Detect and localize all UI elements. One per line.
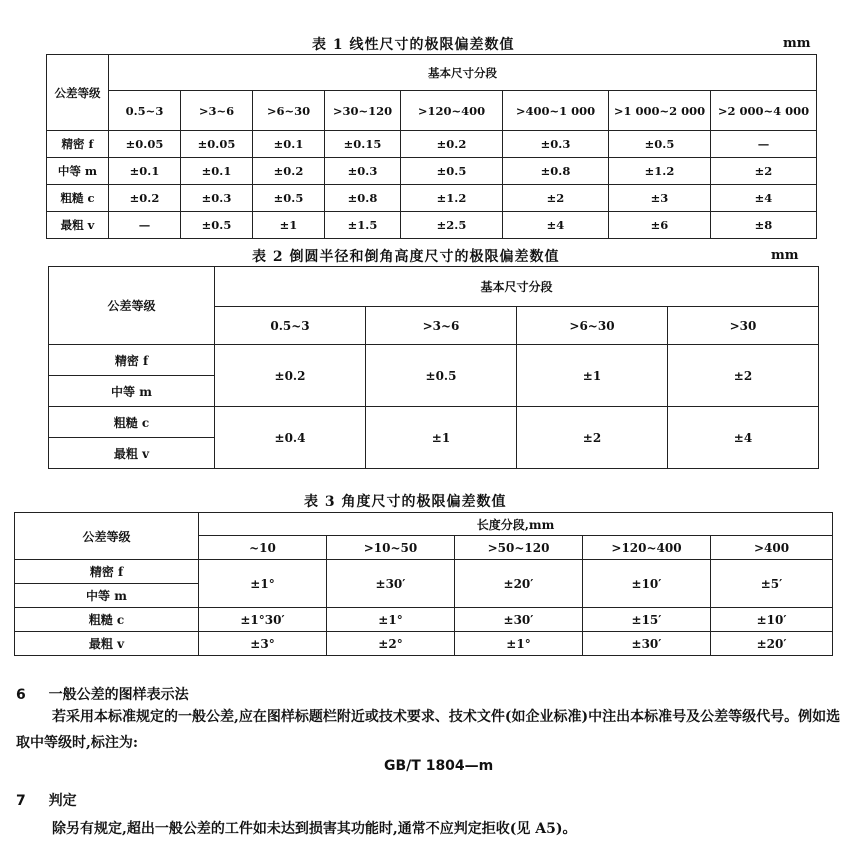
table1-cell: ±0.5 [401,158,503,185]
table1-range: >2 000~4 000 [711,91,817,131]
table1-cell: ±1 [253,212,325,239]
table1-range: >120~400 [401,91,503,131]
table3-cell: ±30′ [327,560,455,608]
table3-cell: ±10′ [711,608,833,632]
table2-range: >3~6 [366,307,517,345]
table1-cell: ±3 [609,185,711,212]
table2-cell: ±1 [517,345,668,407]
table1-grade: 粗糙 c [47,185,109,212]
table3-cell: ±3° [199,632,327,656]
table1-range: >3~6 [181,91,253,131]
table1-range-header: 基本尺寸分段 [109,55,817,91]
table1-grade: 精密 f [47,131,109,158]
table2-cell: ±1 [366,407,517,469]
table3-caption: 表 3 角度尺寸的极限偏差数值 [304,494,507,510]
table1-caption: 表 1 线性尺寸的极限偏差数值 [312,37,515,53]
section6-title: 一般公差的图样表示法 [48,687,189,703]
table1-range: >6~30 [253,91,325,131]
table2-grade: 中等 m [49,376,215,407]
table3-range: >10~50 [327,536,455,560]
table3-range: >50~120 [455,536,583,560]
table1-cell: ±1.2 [609,158,711,185]
table1-range: >30~120 [325,91,401,131]
section6-paragraph: 若采用本标准规定的一般公差,应在图样标题栏附近或技术要求、技术文件(如企业标准)中注出本标准号及公差等级代号。例如选取中等级时,标注为: [16,709,841,751]
table1-cell: ±0.3 [325,158,401,185]
table2-range: >6~30 [517,307,668,345]
table3-grade-header: 公差等级 [15,513,199,560]
table1-cell: ±0.2 [253,158,325,185]
table3-grade: 粗糙 c [15,608,199,632]
table1-cell: ±2 [503,185,609,212]
table2-cell: ±0.2 [215,345,366,407]
table1 [46,54,817,239]
table1-cell: ±0.2 [401,131,503,158]
table3-cell: ±20′ [711,632,833,656]
table1-cell: ±8 [711,212,817,239]
table3 [14,512,833,656]
table1-cell: ±0.8 [325,185,401,212]
table3-cell: ±5′ [711,560,833,608]
table3-cell: ±1° [327,608,455,632]
table1-unit: mm [783,36,811,51]
table1-row-m [47,158,817,185]
table1-cell: ±0.3 [181,185,253,212]
table1-row-v [47,212,817,239]
table2-grade: 最粗 v [49,438,215,469]
table3-cell: ±1°30′ [199,608,327,632]
table3-range-header: 长度分段,mm [199,513,833,536]
table1-cell: ±0.1 [181,158,253,185]
table2-cell: ±0.5 [366,345,517,407]
table1-row-c [47,185,817,212]
table1-cell: ±0.2 [109,185,181,212]
table1-cell: ±0.8 [503,158,609,185]
table2-unit: mm [771,248,799,263]
table3-grade: 最粗 v [15,632,199,656]
table1-cell: ±0.5 [181,212,253,239]
table1-row-f [47,131,817,158]
section6-number: 6 [16,687,26,703]
table2-cell: ±4 [668,407,819,469]
table3-cell: ±1° [199,560,327,608]
table3-grade: 精密 f [15,560,199,584]
section6-heading [16,684,189,704]
table2 [48,266,819,469]
table3-cell: ±30′ [583,632,711,656]
table2-range-header: 基本尺寸分段 [215,267,819,307]
table1-cell: ±0.5 [609,131,711,158]
table1-cell: ±0.1 [253,131,325,158]
table1-cell: ±2 [711,158,817,185]
table1-cell: ±0.05 [109,131,181,158]
section7-title: 判定 [48,793,77,809]
table1-cell: ±0.3 [503,131,609,158]
table2-cell: ±2 [517,407,668,469]
table1-grade-header: 公差等级 [47,55,109,131]
table1-cell: — [109,212,181,239]
table3-cell: ±20′ [455,560,583,608]
table1-cell: ±0.05 [181,131,253,158]
table3-range: >400 [711,536,833,560]
table1-cell: ±1.5 [325,212,401,239]
table3-cell: ±1° [455,632,583,656]
table2-cell: ±0.4 [215,407,366,469]
table2-grade: 粗糙 c [49,407,215,438]
section7-number: 7 [16,793,26,809]
table3-cell: ±30′ [455,608,583,632]
section7-paragraph: 除另有规定,超出一般公差的工件如未达到损害其功能时,通常不应判定拒收(见 A5)。 [52,821,577,837]
table1-cell: ±0.15 [325,131,401,158]
table3-range: >120~400 [583,536,711,560]
table2-grade-header: 公差等级 [49,267,215,345]
table2-range: >30 [668,307,819,345]
table3-range: ~10 [199,536,327,560]
table1-cell: ±2.5 [401,212,503,239]
table2-cell: ±2 [668,345,819,407]
table1-cell: ±4 [711,185,817,212]
section6-standard-code: GB/T 1804—m [384,758,494,774]
table1-range: >1 000~2 000 [609,91,711,131]
table3-grade: 中等 m [15,584,199,608]
table1-grade: 中等 m [47,158,109,185]
table3-cell: ±15′ [583,608,711,632]
table1-cell: — [711,131,817,158]
table1-cell: ±1.2 [401,185,503,212]
table2-grade: 精密 f [49,345,215,376]
table1-cell: ±4 [503,212,609,239]
table2-caption: 表 2 倒圆半径和倒角高度尺寸的极限偏差数值 [252,249,560,265]
table1-grade: 最粗 v [47,212,109,239]
table1-cell: ±6 [609,212,711,239]
table1-range: 0.5~3 [109,91,181,131]
table1-range: >400~1 000 [503,91,609,131]
table1-cell: ±0.5 [253,185,325,212]
section7-heading [16,790,77,810]
table2-range: 0.5~3 [215,307,366,345]
table3-cell: ±2° [327,632,455,656]
table1-cell: ±0.1 [109,158,181,185]
table3-cell: ±10′ [583,560,711,608]
